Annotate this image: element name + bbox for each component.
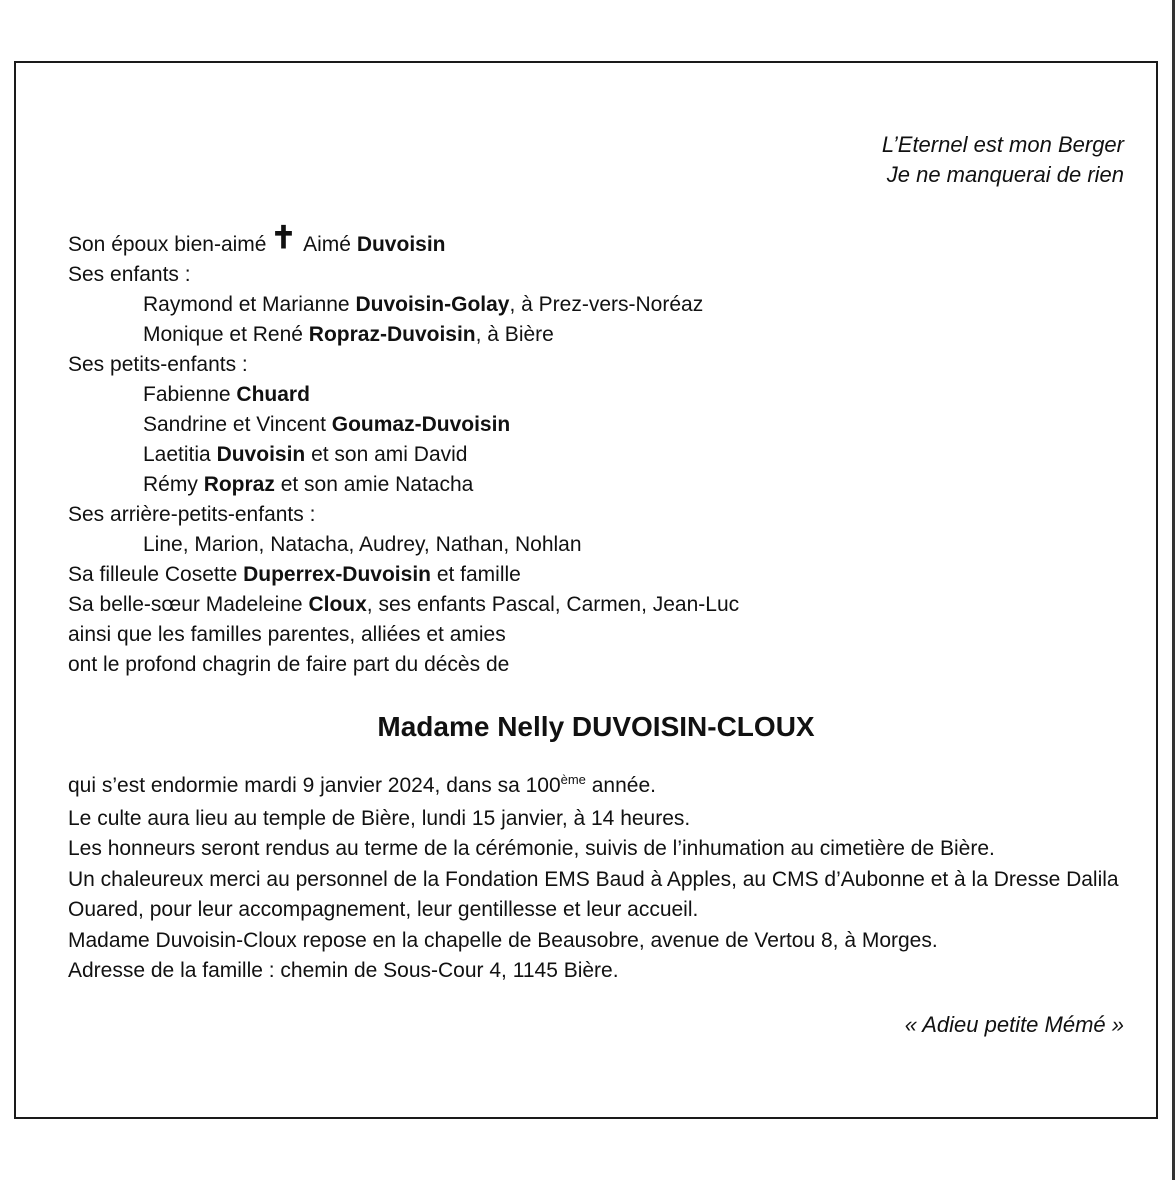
- text-segment: Adresse de la famille : chemin de Sous-Cour 4, 1145 Bière.: [68, 959, 619, 982]
- family-announcement-list: [68, 220, 1124, 680]
- family-name-bold: Cloux: [308, 593, 367, 616]
- text-segment: et son amie Natacha: [274, 473, 474, 496]
- text-segment: Son époux bien-aimé: [68, 233, 267, 256]
- text-segment: ème: [560, 772, 586, 787]
- text-segment: , à Prez-vers-Noréaz: [509, 293, 704, 316]
- family-name-bold: Duvoisin: [216, 443, 306, 466]
- page-right-edge-line: [1172, 0, 1175, 1180]
- text-line: [68, 500, 1124, 530]
- text-line: [68, 590, 1124, 620]
- text-segment: Madame Duvoisin-Cloux repose en la chapelle de Beausobre, avenue de Vertou 8, à Morges.: [68, 928, 938, 952]
- text-line: [68, 350, 1124, 380]
- text-line: [68, 865, 1124, 926]
- text-line: [68, 926, 1124, 957]
- text-segment: et son ami David: [305, 443, 468, 466]
- text-line: [68, 220, 1124, 260]
- text-line: [68, 956, 1124, 987]
- text-segment: Sa filleule Cosette: [68, 563, 244, 586]
- family-name-bold: Ropraz: [203, 473, 275, 496]
- ceremony-details: [68, 771, 1124, 987]
- text-segment: année.: [585, 774, 656, 797]
- text-segment: , à Bière: [475, 323, 554, 346]
- text-line: [68, 320, 1124, 350]
- text-segment: Rémy: [143, 473, 204, 496]
- text-segment: ont le profond chagrin de faire part du décès de: [68, 653, 510, 676]
- text-segment: Sandrine et Vincent: [143, 413, 332, 436]
- text-line: [68, 380, 1124, 410]
- text-segment: Line, Marion, Natacha, Audrey, Nathan, Nohlan: [143, 533, 582, 556]
- family-name-bold: Duvoisin-Golay: [355, 293, 510, 316]
- text-segment: Un chaleureux merci au personnel de la Fondation EMS Baud à Apples, au CMS d’Aubonne et à la Dresse Dalila Ouared, pour leur accompagnement, leur gentillesse et leur accueil.: [68, 867, 1119, 921]
- text-segment: Monique et René: [143, 323, 309, 346]
- text-segment: Fabienne: [143, 383, 237, 406]
- family-name-bold: Duvoisin: [356, 233, 446, 256]
- text-line: [68, 440, 1124, 470]
- text-segment: Sa belle-sœur Madeleine: [68, 593, 309, 616]
- text-line: [68, 804, 1124, 835]
- death-notice-card: [14, 61, 1158, 1119]
- text-line: [68, 290, 1124, 320]
- family-name-bold: Duperrex-Duvoisin: [243, 563, 431, 586]
- family-name-bold: Goumaz-Duvoisin: [331, 413, 511, 436]
- text-line: [68, 620, 1124, 650]
- text-segment: Ses enfants :: [68, 263, 191, 286]
- deceased-name-title: Madame Nelly DUVOISIN-CLOUX: [377, 711, 815, 742]
- text-segment: Raymond et Marianne: [143, 293, 356, 316]
- epigraph-line-1: L’Eternel est mon Berger: [881, 132, 1124, 157]
- text-line: [68, 530, 1124, 560]
- text-segment: Les honneurs seront rendus au terme de la cérémonie, suivis de l’inhumation au cimetière de Bière.: [68, 837, 995, 860]
- family-name-bold: Chuard: [236, 383, 310, 406]
- closing-quote: « Adieu petite Mémé »: [904, 1011, 1124, 1037]
- epigraph-line-2: Je ne manquerai de rien: [886, 162, 1124, 187]
- family-name-bold: Ropraz-Duvoisin: [308, 323, 476, 346]
- text-segment: et famille: [430, 563, 521, 586]
- text-line: [68, 650, 1124, 680]
- text-line: [68, 260, 1124, 290]
- latin-cross-icon: ✝: [270, 220, 297, 255]
- text-line: [68, 410, 1124, 440]
- epigraph: [68, 130, 1124, 190]
- text-segment: qui s’est endormie mardi 9 janvier 2024, dans sa 100: [68, 774, 561, 797]
- text-segment: Ses arrière-petits-enfants :: [68, 503, 316, 526]
- text-line: [68, 470, 1124, 500]
- text-segment: Laetitia: [143, 443, 217, 466]
- text-line: [68, 834, 1124, 865]
- text-segment: ainsi que les familles parentes, alliées et amies: [68, 623, 506, 646]
- text-segment: , ses enfants Pascal, Carmen, Jean-Luc: [366, 593, 740, 616]
- text-line: [68, 771, 1124, 804]
- text-segment: Aimé: [298, 233, 357, 256]
- text-segment: Le culte aura lieu au temple de Bière, lundi 15 janvier, à 14 heures.: [68, 806, 691, 830]
- text-line: [68, 560, 1124, 590]
- text-segment: Ses petits-enfants :: [68, 353, 248, 376]
